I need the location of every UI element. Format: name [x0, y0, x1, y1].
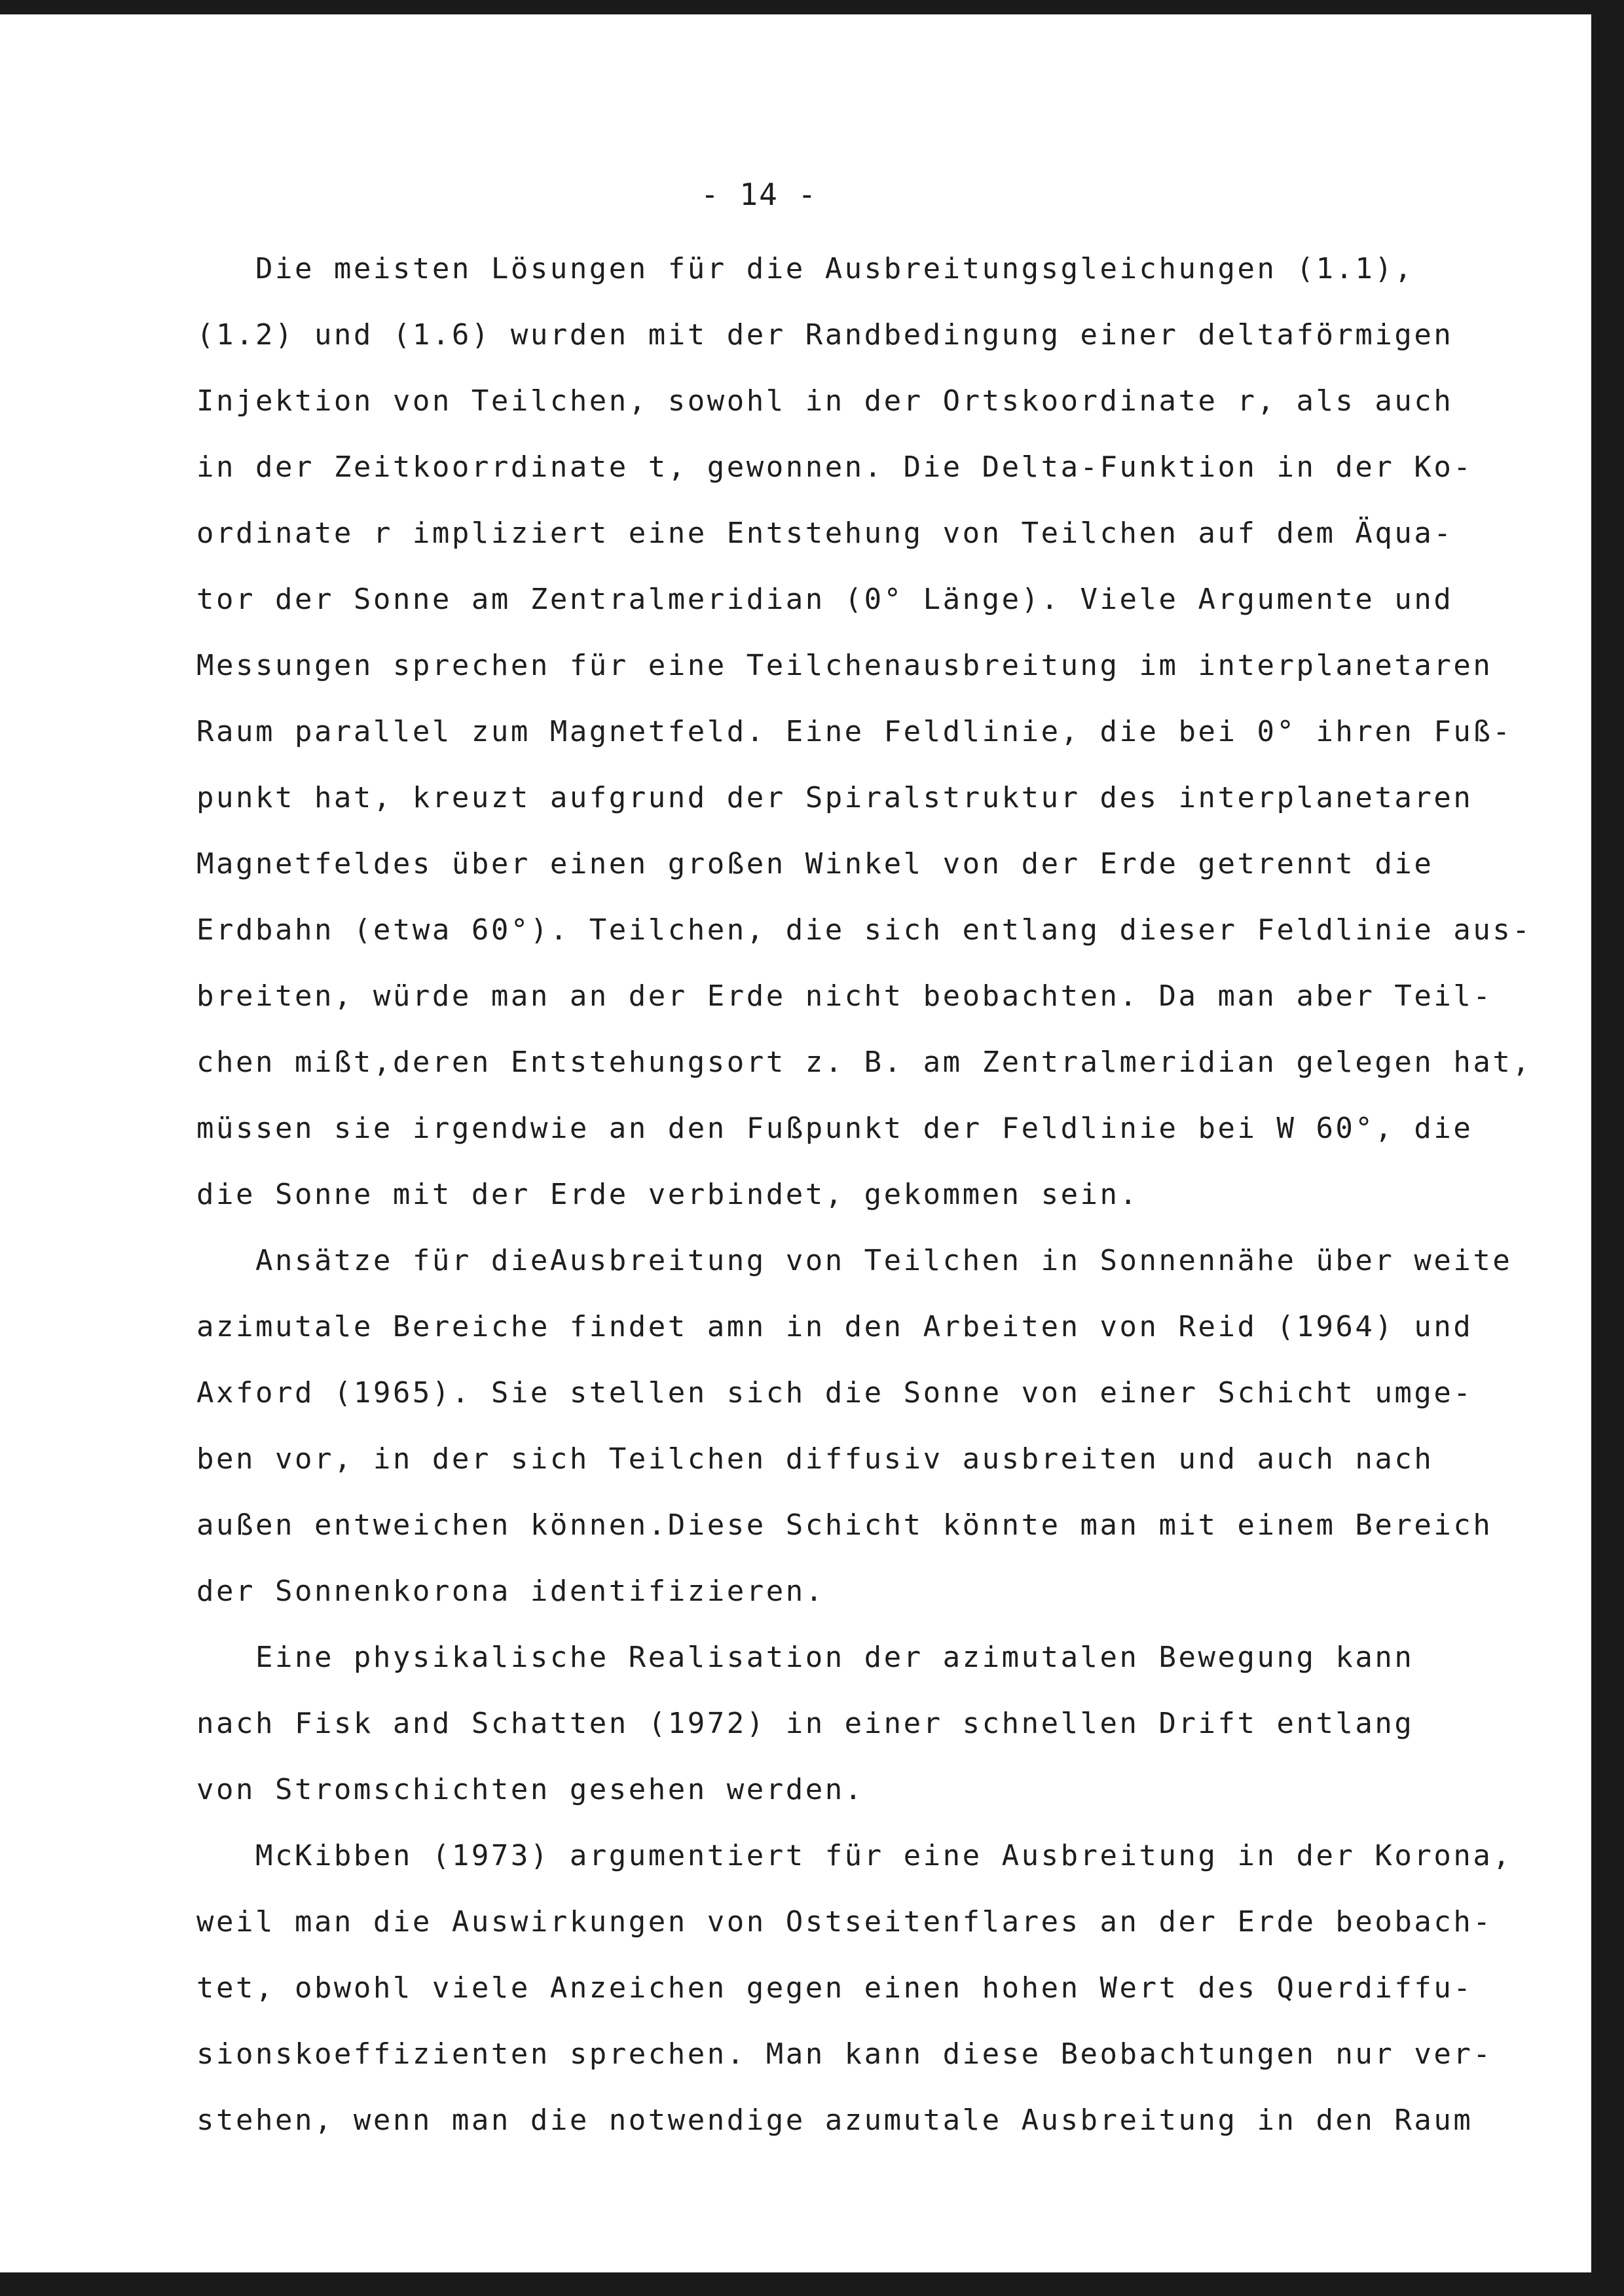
text-line: nach Fisk and Schatten (1972) in einer schnellen Drift entlang [196, 1707, 1414, 1740]
text-line: außen entweichen können.Diese Schicht könnte man mit einem Bereich [196, 1508, 1493, 1542]
text-line: Magnetfeldes über einen großen Winkel von der Erde getrennt die [196, 847, 1434, 881]
scan-border-right [1591, 0, 1624, 2296]
text-line: weil man die Auswirkungen von Ostseitenflares an der Erde beobach- [196, 1905, 1493, 1939]
text-line: von Stromschichten gesehen werden. [196, 1773, 864, 1806]
text-line: ben vor, in der sich Teilchen diffusiv ausbreiten und auch nach [196, 1442, 1434, 1476]
text-line: müssen sie irgendwie an den Fußpunkt der Feldlinie bei W 60°, die [196, 1112, 1473, 1145]
text-line: Raum parallel zum Magnetfeld. Eine Feldlinie, die bei 0° ihren Fuß- [196, 715, 1513, 748]
body-text [196, 236, 1572, 2153]
text-line: chen mißt,deren Entstehungsort z. B. am Zentralmeridian gelegen hat, [196, 1046, 1532, 1079]
scan-border-top [0, 0, 1624, 14]
text-line: McKibben (1973) argumentiert für eine Ausbreitung in der Korona, [196, 1839, 1513, 1872]
text-line: tet, obwohl viele Anzeichen gegen einen hohen Wert des Querdiffu- [196, 1971, 1473, 2005]
text-line: in der Zeitkoorrdinate t, gewonnen. Die Delta-Funktion in der Ko- [196, 450, 1473, 484]
text-line: Ansätze für dieAusbreitung von Teilchen in Sonnennähe über weite [196, 1244, 1513, 1277]
text-line: Erdbahn (etwa 60°). Teilchen, die sich entlang dieser Feldlinie aus- [196, 913, 1532, 947]
page-number: - 14 - [701, 177, 818, 212]
text-line: Messungen sprechen für eine Teilchenausbreitung im interplanetaren [196, 649, 1493, 682]
text-line: breiten, würde man an der Erde nicht beobachten. Da man aber Teil- [196, 979, 1493, 1013]
text-line: Eine physikalische Realisation der azimutalen Bewegung kann [196, 1641, 1414, 1674]
text-line: der Sonnenkorona identifizieren. [196, 1575, 825, 1608]
text-line: (1.2) und (1.6) wurden mit der Randbedingung einer deltaförmigen [196, 318, 1454, 352]
text-line: stehen, wenn man die notwendige azumutale Ausbreitung in den Raum [196, 2104, 1473, 2137]
scan-border-bottom [0, 2272, 1624, 2296]
text-line: Axford (1965). Sie stellen sich die Sonne von einer Schicht umge- [196, 1376, 1473, 1410]
text-line: die Sonne mit der Erde verbindet, gekommen sein. [196, 1178, 1139, 1211]
text-line: sionskoeffizienten sprechen. Man kann diese Beobachtungen nur ver- [196, 2037, 1493, 2071]
text-line: tor der Sonne am Zentralmeridian (0° Länge). Viele Argumente und [196, 583, 1454, 616]
text-line: azimutale Bereiche findet amn in den Arbeiten von Reid (1964) und [196, 1310, 1473, 1343]
text-line: ordinate r impliziert eine Entstehung von Teilchen auf dem Äqua- [196, 517, 1454, 550]
text-line: punkt hat, kreuzt aufgrund der Spiralstruktur des interplanetaren [196, 781, 1473, 814]
text-line: Die meisten Lösungen für die Ausbreitungsgleichungen (1.1), [196, 252, 1414, 285]
text-line: Injektion von Teilchen, sowohl in der Ortskoordinate r, als auch [196, 384, 1454, 418]
